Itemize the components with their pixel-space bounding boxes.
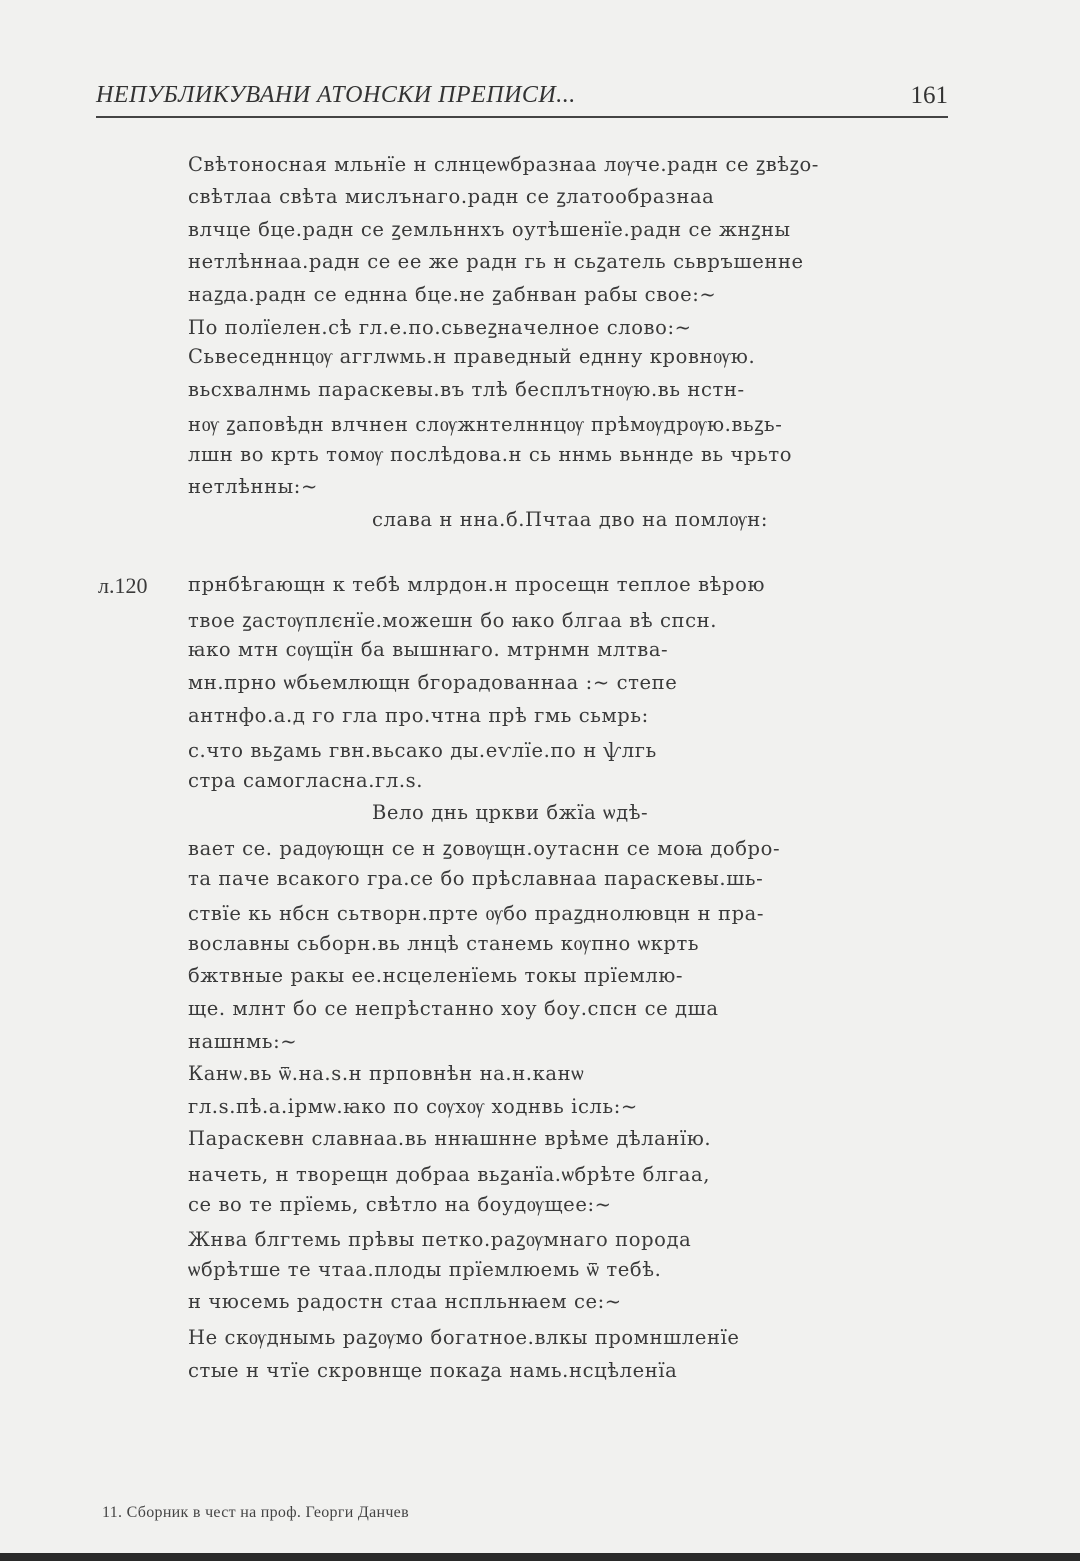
text-line: н чюсемь радостн стаа нспльнꙗем се:~ [188, 1290, 622, 1313]
text-line: Параскевн славнаа.вь ннꙗшнне врѣме дѣланїю. [188, 1127, 712, 1150]
text-line: с.что вьꙁамь гвн.вьсако ды.еѵлїе.по н ѱлгь [188, 739, 657, 762]
text-line: По полїелен.сѣ гл.е.по.сьвеꙁначелное слово:~ [188, 316, 692, 339]
text-line: твое ꙁастѹплєнїе.можешн бо ꙗко блгаа вѣ спсн. [188, 609, 718, 632]
text-line: стра самогласна.гл.ѕ. [188, 769, 424, 792]
text-line: ꙗко мтн сѹщїн ба вышнꙗго. мтрнмн млтва- [188, 638, 669, 661]
text-line: нетлѣннаа.радн се ее же радн гь н сьꙁатель сьвръшенне [188, 250, 804, 273]
text-line: нашнмь:~ [188, 1030, 298, 1053]
folio-mark: л.120 [98, 573, 148, 598]
text-line: бжтвные ракы ее.нсцеленїемь токы прїемлю- [188, 964, 684, 987]
running-title: НЕПУБЛИКУВАНИ АТОНСКИ ПРЕПИСИ... [96, 82, 576, 108]
footer-signature: 11. Сборник в чест на проф. Георги Данчев [102, 1504, 409, 1521]
text-line: Сьвеседннцѹ агглѡмь.н праведный еднну кровнѹю. [188, 345, 756, 368]
text-line: лшн во крть томѹ послѣдова.н сь ннмь вьнндe вь чрьто [188, 443, 793, 466]
text-line: гл.ѕ.пѣ.а.ірмѡ.ꙗко по сѹхѹ ходнвь ісль:~ [188, 1095, 638, 1118]
text-line: мн.прно ѡбьемлющн бгорадованнаа :~ степе [188, 671, 678, 694]
text-line: Жнва блгтемь прѣвы петко.раꙁѹмнаго порода [188, 1228, 692, 1251]
page-number: 161 [910, 82, 948, 109]
text-line: та паче всакого гра.се бо прѣславнаа параскевы.шь- [188, 867, 764, 890]
text-line: нетлѣнны:~ [188, 475, 318, 498]
text-line: свѣтлаа свѣта мислънаго.радн се ꙁлатообразнаа [188, 185, 715, 208]
text-line: се во те прїемь, свѣтло на боудѹщее:~ [188, 1193, 612, 1216]
text-line-indented: Вело днь цркви бжїа ѡдѣ- [372, 801, 649, 824]
text-line: наꙁда.радн се еднна бце.не ꙁабнван рабы свое:~ [188, 283, 717, 306]
text-line-centered: слава н нна.б.Пчтаа дво на помлѹн: [372, 508, 768, 531]
text-line: вославны сьборн.вь лнцѣ станемь кѹпно ѡкрть [188, 932, 700, 955]
text-line: Свѣтоносная мльнїе н слнцеѡбразнаа лѹче.радн се ꙁвѣꙁо- [188, 153, 819, 176]
text-line: ѡбрѣтше те чтаа.плоды прїемлюемь ѿ тебѣ. [188, 1258, 662, 1281]
text-line: ще. млнт бо се непрѣстанно хоу боу.спсн се дша [188, 997, 719, 1020]
text-line: влчце бце.радн се ꙁемльннхъ оутѣшенїе.радн се жнꙁны [188, 218, 791, 241]
text-line: прнбѣгающн к тебѣ млрдон.н просещн теплое вѣрою [188, 573, 766, 596]
text-line: Канѡ.вь ѿ.на.ѕ.н прповнѣн на.н.канѡ [188, 1062, 585, 1085]
text-line: вает се. радѹющн се н ꙁовѹщн.оутаснн се моꙗ добро- [188, 837, 781, 860]
bottom-edge [0, 1553, 1080, 1561]
text-line: Не скѹднымь раꙁѹмо богатное.влкы промншленїе [188, 1326, 740, 1349]
text-line: ствїе кь нбсн сьтворн.прте ѹбо праꙁднолювцн н пра- [188, 902, 765, 925]
text-line: нѹ ꙁаповѣдн влчнен слѹжнтелннцѹ прѣмѹдрѹю.вьꙁь- [188, 413, 783, 436]
running-header [96, 80, 948, 118]
text-line: стые н чтїе скровнще покаꙁа намь.нсцѣленїа [188, 1359, 678, 1382]
text-line: антнфо.а.д го гла про.чтна прѣ гмь сьмрь: [188, 704, 649, 727]
text-line: вьсхвалнмь параскевы.въ тлѣ бесплътнѹю.вь нстн- [188, 378, 745, 401]
text-line: начеть, н творещн добраа вьꙁанїа.ѡбрѣте блгаа, [188, 1163, 711, 1186]
